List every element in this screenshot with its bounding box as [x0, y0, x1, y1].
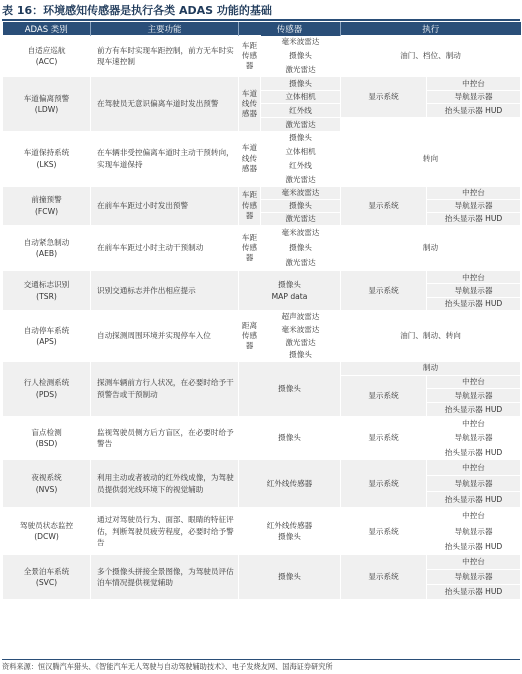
sensor-cell: 摄像头 [261, 49, 341, 63]
table-row [3, 36, 521, 77]
table-subrow [3, 416, 521, 430]
sensor-type-cell: 车道线传感器 [239, 131, 261, 186]
table-row [3, 361, 521, 416]
sensor-cell: 毫米波雷达 [261, 323, 341, 336]
main-function-cell: 识别交通标志并作出相应提示 [91, 271, 239, 311]
table-subrow [3, 36, 521, 50]
execution-item-cell: 导航显示器 [427, 90, 521, 104]
execution-item-cell: 导航显示器 [427, 476, 521, 492]
header-execution: 执行 [341, 22, 521, 36]
table-row [3, 555, 521, 600]
execution-item-cell: 中控台 [427, 416, 521, 430]
main-function-cell: 自动探测周围环境并实现停车入位 [91, 311, 239, 362]
header-main-function: 主要功能 [91, 22, 239, 36]
table-subrow [3, 311, 521, 324]
sensor-cell: 摄像头 [261, 349, 341, 362]
table-row [3, 226, 521, 271]
main-function-cell: 在前车车距过小时发出预警 [91, 186, 239, 226]
adas-category-cell: 盲点检测 (BSD) [3, 416, 91, 459]
table-subrow [3, 226, 521, 241]
adas-sensor-table [2, 22, 521, 600]
sensor-cell: 摄像头 [239, 361, 341, 416]
adas-category-cell: 自动紧急制动 (AEB) [3, 226, 91, 271]
main-function-cell: 在驾驶员无意识偏离车道时发出预警 [91, 77, 239, 132]
main-function-cell: 在车辆非受控偏离车道时主动干预转向，实现车道保持 [91, 131, 239, 186]
adas-category-cell: 行人检测系统 (PDS) [3, 361, 91, 416]
table-row [3, 186, 521, 226]
adas-category-cell: 前撞预警 (FCW) [3, 186, 91, 226]
execution-item-cell: 抬头显示器 HUD [427, 212, 521, 225]
execution-item-cell: 中控台 [427, 375, 521, 389]
sensor-cell: 红外线 [261, 104, 341, 118]
execution-item-cell: 抬头显示器 HUD [427, 297, 521, 310]
sensor-cell: 激光雷达 [261, 63, 341, 77]
main-function-cell: 探测车辆前方行人状况，在必要时给予干预警告或干预制动 [91, 361, 239, 416]
main-function-cell: 多个摄像头拼接全景图像，为驾驶员评估泊车情况提供视觉辅助 [91, 555, 239, 600]
execution-cell: 制动 [341, 361, 521, 375]
sensor-cell: 激光雷达 [261, 212, 341, 225]
source-note: 资料来源：恒汉腾汽车猎头、《智能汽车无人驾驶与自动驾驶辅助技术》、电子发烧友网、国海证券研究所 [2, 659, 520, 672]
sensor-cell: 毫米波雷达 [261, 186, 341, 199]
execution-cell: 油门、档位、制动 [341, 36, 521, 77]
table-row [3, 271, 521, 311]
sensor-type-cell: 车距传感器 [239, 186, 261, 226]
sensor-cell: 激光雷达 [261, 336, 341, 349]
table-title: 表 16：环境感知传感器是执行各类 ADAS 功能的基础 [2, 3, 520, 21]
table-subrow [3, 77, 521, 91]
main-function-cell: 在前车车距过小时主动干预制动 [91, 226, 239, 271]
table-subrow [3, 459, 521, 475]
execution-system-cell: 显示系统 [341, 555, 427, 600]
execution-item-cell: 抬头显示器 HUD [427, 539, 521, 555]
table-row [3, 131, 521, 186]
table-subrow [3, 508, 521, 524]
table-row [3, 508, 521, 555]
table-subrow [3, 555, 521, 570]
sensor-cell: 摄像头 [239, 555, 341, 600]
sensor-cell: 摄像头 [261, 241, 341, 256]
adas-category-cell: 交通标志识别 (TSR) [3, 271, 91, 311]
execution-item-cell: 抬头显示器 HUD [427, 445, 521, 459]
adas-category-cell: 全景泊车系统 (SVC) [3, 555, 91, 600]
adas-category-cell: 自动停车系统 (APS) [3, 311, 91, 362]
execution-cell: 油门、制动、转向 [341, 311, 521, 362]
sensor-cell: 摄像头 MAP data [239, 271, 341, 311]
sensor-cell: 毫米波雷达 [261, 36, 341, 50]
sensor-cell: 摄像头 [261, 77, 341, 91]
sensor-type-cell: 车距传感器 [239, 226, 261, 271]
execution-item-cell: 中控台 [427, 555, 521, 570]
table-row [3, 459, 521, 508]
sensor-cell: 红外线传感器 [239, 459, 341, 508]
execution-item-cell: 导航显示器 [427, 199, 521, 212]
main-function-cell: 监视驾驶员侧方后方盲区，在必要时给予警告 [91, 416, 239, 459]
table-row [3, 416, 521, 459]
execution-item-cell: 抬头显示器 HUD [427, 104, 521, 118]
adas-category-cell: 夜视系统 (NVS) [3, 459, 91, 508]
execution-item-cell: 抬头显示器 HUD [427, 403, 521, 417]
execution-item-cell: 中控台 [427, 77, 521, 91]
header-row [3, 22, 521, 36]
table-subrow [3, 271, 521, 284]
sensor-cell: 立体相机 [261, 90, 341, 104]
sensor-cell: 摄像头 [261, 131, 341, 145]
sensor-cell: 红外线 [261, 159, 341, 173]
execution-cell: 制动 [341, 226, 521, 271]
execution-item-cell: 导航显示器 [427, 389, 521, 403]
sensor-cell: 立体相机 [261, 145, 341, 159]
execution-system-cell: 显示系统 [341, 459, 427, 508]
execution-item-cell: 导航显示器 [427, 431, 521, 445]
adas-category-cell: 驾驶员状态监控 (DCW) [3, 508, 91, 555]
sensor-cell: 超声波雷达 [261, 311, 341, 324]
sensor-cell: 激光雷达 [261, 118, 341, 132]
execution-item-cell: 抬头显示器 HUD [427, 492, 521, 508]
execution-system-cell: 显示系统 [341, 416, 427, 459]
execution-system-cell: 显示系统 [341, 271, 427, 311]
sensor-type-cell: 车距传感器 [239, 36, 261, 77]
adas-category-cell: 车道偏离预警 (LDW) [3, 77, 91, 132]
execution-item-cell: 中控台 [427, 271, 521, 284]
execution-item-cell: 导航显示器 [427, 570, 521, 585]
execution-item-cell: 中控台 [427, 508, 521, 524]
table-row [3, 311, 521, 362]
sensor-cell: 激光雷达 [261, 256, 341, 271]
execution-item-cell: 中控台 [427, 459, 521, 475]
main-function-cell: 通过对驾驶员行为、面部、眼睛的特征评估，判断驾驶员疲劳程度，必要时给予警告 [91, 508, 239, 555]
execution-system-cell: 显示系统 [341, 77, 427, 118]
adas-category-cell: 车道保持系统 (LKS) [3, 131, 91, 186]
execution-cell: 转向 [341, 131, 521, 186]
execution-item-cell: 抬头显示器 HUD [427, 585, 521, 600]
execution-item-cell: 导航显示器 [427, 524, 521, 540]
table-subrow [3, 361, 521, 375]
table-subrow [3, 131, 521, 145]
execution-system-cell: 显示系统 [341, 375, 427, 416]
sensor-cell: 摄像头 [261, 199, 341, 212]
main-function-cell: 利用主动或者被动的红外线成像，为驾驶员提供弱光线环境下的视觉辅助 [91, 459, 239, 508]
sensor-cell: 毫米波雷达 [261, 226, 341, 241]
header-adas-category: ADAS 类别 [3, 22, 91, 36]
sensor-type-cell: 车道线传感器 [239, 77, 261, 132]
adas-category-cell: 自适应巡航 (ACC) [3, 36, 91, 77]
sensor-cell: 摄像头 [239, 416, 341, 459]
execution-item-cell: 导航显示器 [427, 284, 521, 297]
main-function-cell: 前方有车时实现车距控制，前方无车时实现车速控制 [91, 36, 239, 77]
sensor-cell: 红外线传感器 摄像头 [239, 508, 341, 555]
sensor-cell: 激光雷达 [261, 172, 341, 186]
header-sensor: 传感器 [239, 22, 341, 36]
sensor-type-cell: 距离传感器 [239, 311, 261, 362]
execution-system-cell: 显示系统 [341, 508, 427, 555]
table-row [3, 77, 521, 132]
execution-system-cell: 显示系统 [341, 186, 427, 226]
execution-item-cell: 中控台 [427, 186, 521, 199]
table-subrow [3, 186, 521, 199]
